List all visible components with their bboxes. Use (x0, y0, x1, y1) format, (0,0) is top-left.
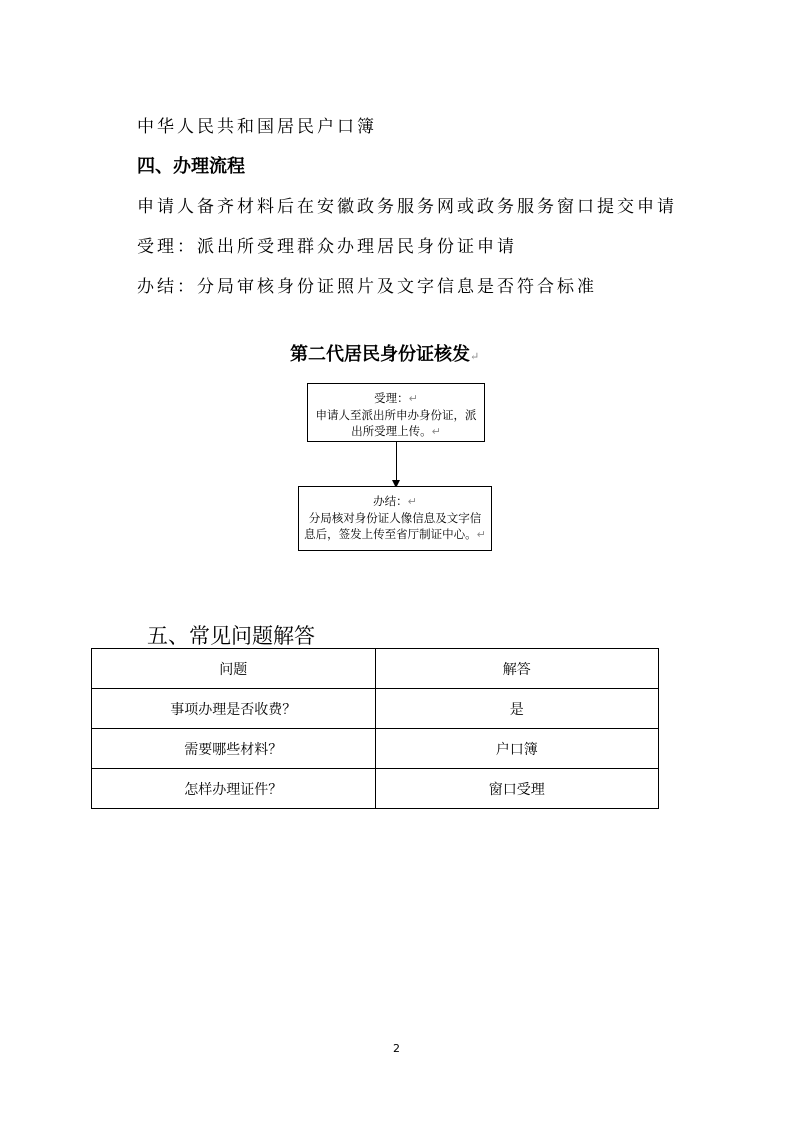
paragraph-mark: ↵ (470, 350, 480, 363)
flow-box-finish-line1: 分局核对身份证人像信息及文字信 (308, 511, 482, 525)
faq-question: 事项办理是否收费？ (92, 689, 376, 729)
page-number: 2 (393, 1042, 400, 1055)
flow-box-finish-line2: 息后，签发上传至省厅制证中心。↵ (304, 527, 486, 541)
faq-answer: 窗口受理 (375, 769, 659, 809)
faq-answer: 户口簿 (375, 729, 659, 769)
process-step-accept: 受理：派出所受理群众办理居民身份证申请 (137, 237, 517, 257)
section-heading-faq: 五、常见问题解答 (147, 624, 315, 648)
faq-answer: 是 (375, 689, 659, 729)
flowchart-title (290, 340, 479, 366)
table-row (92, 689, 659, 729)
flow-arrow-line (396, 442, 397, 482)
flow-box-accept-line2: 出所受理上传。↵ (351, 424, 441, 438)
table-row (92, 729, 659, 769)
flowchart-title-text: 第二代居民身份证核发 (290, 344, 470, 365)
faq-question: 怎样办理证件？ (92, 769, 376, 809)
faq-table (91, 648, 659, 809)
flow-box-accept (307, 383, 485, 442)
material-item-hukou: 中华人民共和国居民户口簿 (137, 117, 377, 137)
column-header-answer: 解答 (375, 649, 659, 689)
process-step-finish: 办结：分局审核身份证照片及文字信息是否符合标准 (137, 277, 597, 297)
flow-box-accept-line1: 申请人至派出所申办身份证，派 (315, 408, 477, 422)
flow-box-finish-heading: 办结：↵ (373, 494, 417, 508)
table-row (92, 769, 659, 809)
section-heading-process: 四、办理流程 (137, 156, 245, 177)
table-header-row (92, 649, 659, 689)
flow-box-accept-heading: 受理：↵ (374, 391, 418, 405)
column-header-question: 问题 (92, 649, 376, 689)
faq-question: 需要哪些材料？ (92, 729, 376, 769)
flow-box-finish (298, 486, 492, 551)
process-step-apply: 申请人备齐材料后在安徽政务服务网或政务服务窗口提交申请 (137, 197, 677, 217)
